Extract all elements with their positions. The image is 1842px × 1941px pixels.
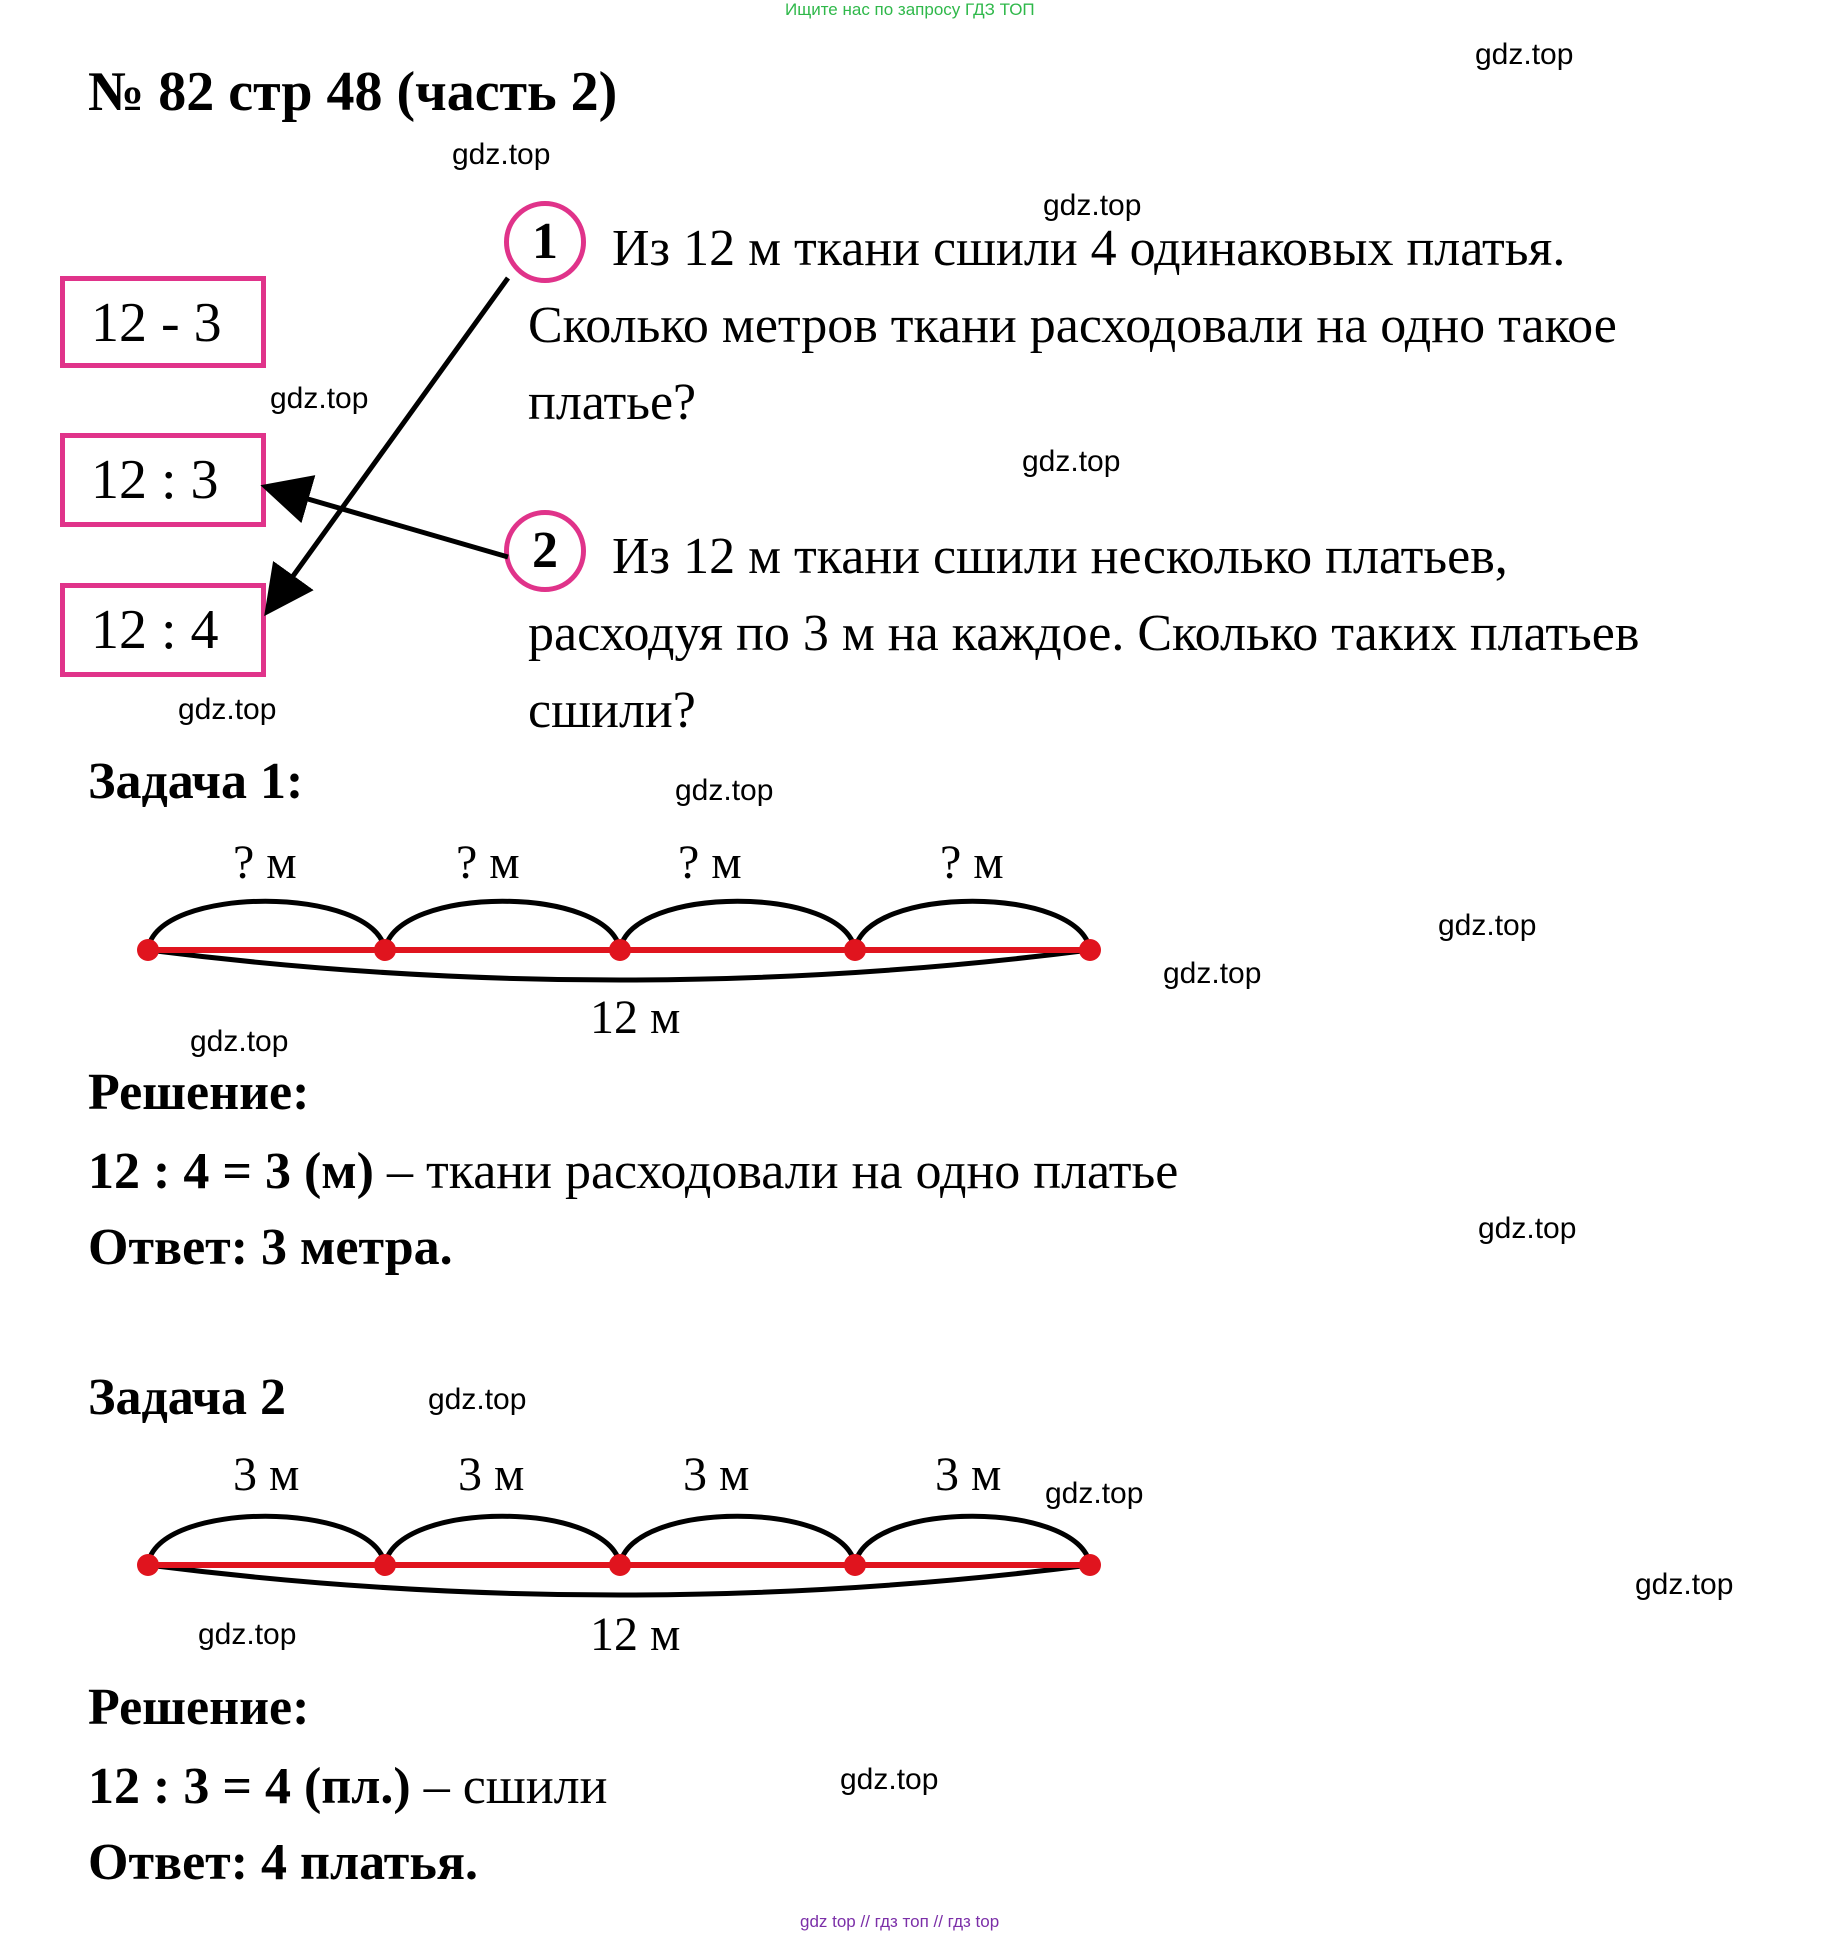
problem-1-line-2: Сколько метров ткани расходовали на одно такое [528, 297, 1617, 354]
problem-1-badge: 1 [504, 201, 586, 283]
segment-point [844, 1554, 866, 1576]
task-1-answer: Ответ: 3 метра. [88, 1219, 453, 1276]
task-2-segment-diagram [137, 1516, 1101, 1595]
watermark: gdz.top [270, 382, 369, 415]
bottom-banner: gdz top // гдз топ // гдз top [800, 1912, 1000, 1931]
watermark: gdz.top [428, 1383, 527, 1416]
arc-segment [385, 901, 620, 950]
task-1-solution-expression: 12 : 4 = 3 (м) [88, 1143, 374, 1200]
task-1-solution-text: – ткани расходовали на одно платье [374, 1143, 1179, 1200]
problem-1-line-3: платье? [528, 374, 697, 431]
watermark: gdz.top [198, 1618, 297, 1651]
problem-1-line-1: Из 12 м ткани сшили 4 одинаковых платья. [612, 220, 1566, 277]
task-2-solution [88, 1757, 607, 1816]
watermark: gdz.top [840, 1763, 939, 1796]
task-2-solution-text: – сшили [410, 1758, 608, 1815]
watermark: gdz.top [190, 1025, 289, 1058]
arc-segment [620, 901, 855, 950]
task-2-segment-label: 3 м [458, 1448, 525, 1501]
segment-point [374, 939, 396, 961]
task-1-segment-label: ? м [678, 836, 742, 889]
expression-text: 12 : 3 [91, 449, 219, 511]
segment-point [844, 939, 866, 961]
watermark: gdz.top [1438, 909, 1537, 942]
task-1-heading: Задача 1: [88, 753, 304, 810]
task-1-solution [88, 1142, 1178, 1201]
segment-point [137, 1554, 159, 1576]
expression-text: 12 : 4 [91, 599, 219, 661]
task-2-answer: Ответ: 4 платья. [88, 1834, 478, 1891]
expression-text: 12 - 3 [91, 292, 222, 354]
arc-segment [148, 1516, 385, 1565]
segment-point [609, 939, 631, 961]
segment-point [1079, 939, 1101, 961]
task-1-segment-label: ? м [456, 836, 520, 889]
problem-2-line-1: Из 12 м ткани сшили несколько платьев, [612, 528, 1508, 585]
arrow-problem-1-to-expression-3 [270, 278, 508, 608]
watermark: gdz.top [1475, 38, 1574, 71]
watermark: gdz.top [1163, 957, 1262, 990]
page-title: № 82 стр 48 (часть 2) [88, 61, 618, 123]
task-2-solution-expression: 12 : 3 = 4 (пл.) [88, 1758, 411, 1815]
watermark: gdz.top [1478, 1212, 1577, 1245]
task-2-segment-label: 3 м [683, 1448, 750, 1501]
segment-point [374, 1554, 396, 1576]
arrow-problem-2-to-expression-2 [270, 488, 508, 557]
watermark: gdz.top [1022, 445, 1121, 478]
watermark: gdz.top [675, 774, 774, 807]
problem-2-line-2: расходуя по 3 м на каждое. Сколько таких платьев [528, 605, 1640, 662]
task-2-segment-label: 3 м [233, 1448, 300, 1501]
watermark: gdz.top [1635, 1568, 1734, 1601]
task-2-segment-label: 3 м [935, 1448, 1002, 1501]
arc-segment [855, 901, 1090, 950]
task-2-solution-heading: Решение: [88, 1679, 310, 1736]
task-1-segment-label: ? м [940, 836, 1004, 889]
task-1-segment-label: ? м [233, 836, 297, 889]
arc-segment [148, 901, 385, 950]
task-2-total-label: 12 м [590, 1608, 681, 1661]
watermark: gdz.top [452, 138, 551, 171]
watermark: gdz.top [1043, 189, 1142, 222]
task-1-segment-diagram [137, 901, 1101, 980]
top-banner: Ищите нас по запросу ГДЗ ТОП [785, 0, 1035, 19]
task-2-heading: Задача 2 [88, 1369, 286, 1426]
watermark: gdz.top [178, 693, 277, 726]
arc-segment [855, 1516, 1090, 1565]
watermark: gdz.top [1045, 1477, 1144, 1510]
arc-segment [620, 1516, 855, 1565]
problem-2-badge: 2 [504, 510, 586, 592]
task-1-solution-heading: Решение: [88, 1064, 310, 1121]
arc-segment [385, 1516, 620, 1565]
task-1-total-label: 12 м [590, 991, 681, 1044]
segment-point [1079, 1554, 1101, 1576]
segment-point [137, 939, 159, 961]
problem-2-line-3: сшили? [528, 682, 696, 739]
segment-point [609, 1554, 631, 1576]
